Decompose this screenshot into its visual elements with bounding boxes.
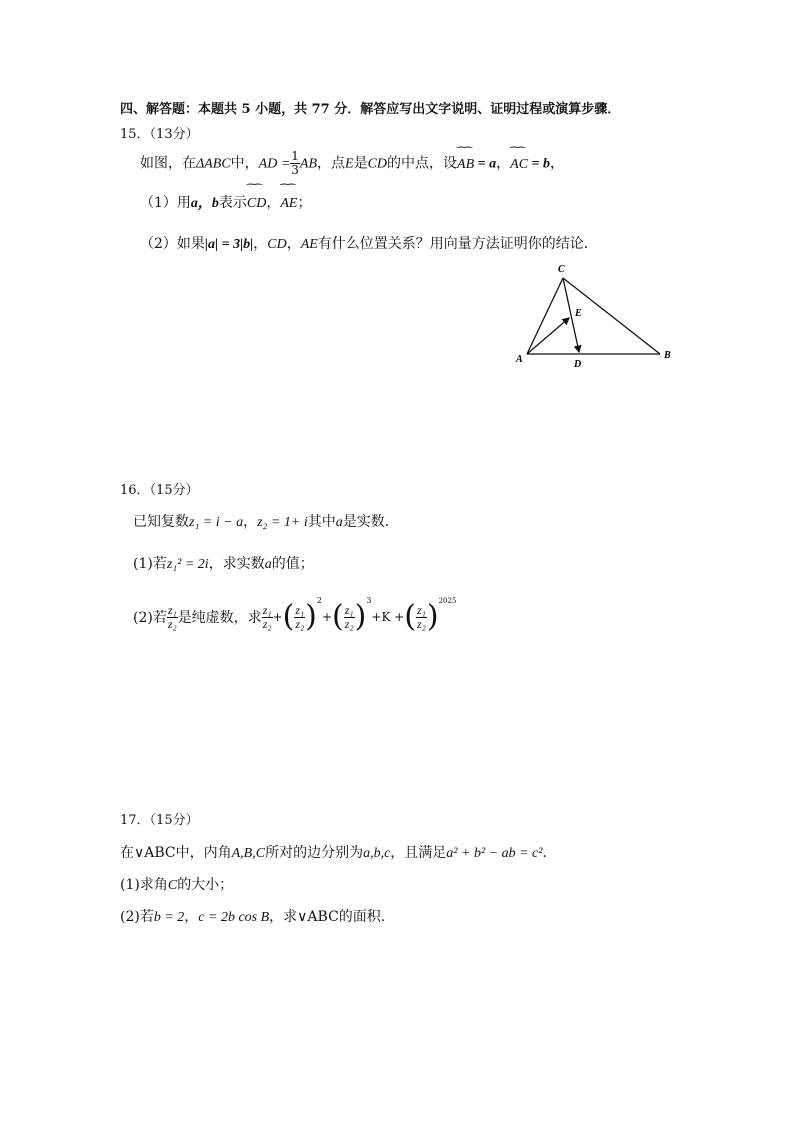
fraction-numerator: z₁ xyxy=(344,602,354,617)
exponent: 3 xyxy=(366,596,372,605)
q15-fraction xyxy=(290,150,300,177)
q16-part1-text: 的值； xyxy=(271,556,314,572)
q15-ad-eq: AD = xyxy=(258,156,291,172)
triangle-figure xyxy=(505,258,685,373)
exponent: 2 xyxy=(316,596,322,605)
fraction-denominator: z₂ xyxy=(295,616,305,631)
fraction-numerator: z₁ xyxy=(262,602,272,617)
fraction-numerator: 1 xyxy=(291,149,299,163)
paren-right: ) xyxy=(305,599,317,634)
q17-c-eq: c = 2b cos B xyxy=(198,910,270,925)
q15-sep: ， xyxy=(253,236,268,252)
q17-angles: A,B,C xyxy=(231,846,266,861)
label-a: A xyxy=(516,354,523,365)
fraction-numerator: z₁ xyxy=(295,602,305,617)
q15-ab: AB xyxy=(299,156,318,172)
fraction-denominator: 3 xyxy=(291,163,299,177)
q16-given-text: 是实数． xyxy=(342,514,399,530)
q17-part1-label: (1)求角 xyxy=(120,877,168,893)
q16-part1 xyxy=(133,553,314,573)
q16-number: 16．（15分） xyxy=(120,483,199,498)
q15-intro-text: 如图，在 xyxy=(140,155,196,172)
q15-sep: ， xyxy=(286,236,301,252)
q15-number: 15．（13分） xyxy=(120,127,199,142)
label-c: C xyxy=(558,264,565,275)
q16-part2-label: (2)若 xyxy=(133,610,167,626)
ratio-fraction xyxy=(416,604,427,631)
q15-segment-cd: CD xyxy=(367,156,388,172)
q16-given-text: 其中 xyxy=(307,514,336,530)
q15-intro-text: 的中点，设 xyxy=(387,155,458,172)
q15-eq-a: = a xyxy=(474,156,497,172)
ellipsis: +K + xyxy=(371,610,405,624)
q16-z1-squared: z₁² = 2i xyxy=(166,557,209,572)
label-b: B xyxy=(664,350,671,361)
q15-triangle: ΔABC xyxy=(196,156,231,172)
vector-ab: ⁀⁀ AB xyxy=(457,154,474,176)
q17-statement xyxy=(120,842,556,862)
q16-part1-label: (1)若 xyxy=(133,556,167,572)
ratio-fraction xyxy=(262,604,273,631)
q15-eq-b: = b xyxy=(528,156,551,172)
q15-part1-label: （1）用 xyxy=(140,195,191,211)
paren-left: ( xyxy=(282,599,295,634)
q16-given xyxy=(133,511,399,531)
q15-intro-text: 中， xyxy=(230,155,259,172)
q15-magnitude-condition: |a| = 3|b| xyxy=(204,237,254,252)
q16-z1: z₁ = i − a xyxy=(189,515,244,530)
q17-text: ． xyxy=(542,845,557,861)
q15-sep: ， xyxy=(266,195,281,211)
vector-ac: ⁀⁀ AC xyxy=(510,154,528,176)
q16-sep: ， xyxy=(243,514,258,530)
side-ac xyxy=(527,278,563,354)
fraction-numerator: z₁ xyxy=(167,602,177,617)
q16-z2: z₂ = 1+ i xyxy=(257,515,308,530)
q15-intro-text: ，点 xyxy=(317,155,346,172)
paren-left: ( xyxy=(332,599,344,634)
q17-part2-label: (2)若 xyxy=(120,909,154,925)
segment-ae xyxy=(527,318,569,354)
ratio-fraction xyxy=(294,604,305,631)
q15-intro xyxy=(140,150,564,177)
q15-point-e: E xyxy=(345,156,354,172)
fraction-denominator: z₂ xyxy=(262,616,272,631)
vector-ae: ⁀⁀ AE xyxy=(280,196,297,212)
q16-part2-text: 是纯虚数，求 xyxy=(177,610,262,626)
q15-sep: ； xyxy=(297,195,312,211)
q17-angle-c: C xyxy=(167,878,178,893)
q17-part1-text: 的大小； xyxy=(177,877,234,893)
fraction-denominator: z₂ xyxy=(344,616,354,631)
label-e: E xyxy=(575,308,582,319)
q15-ae: AE xyxy=(300,237,318,252)
q17-part2 xyxy=(120,906,385,926)
fraction-denominator: z₂ xyxy=(167,616,177,631)
q17-b-value: b = 2 xyxy=(153,910,185,925)
q17-text: 所对的边分别为 xyxy=(265,845,364,861)
q16-part2 xyxy=(133,596,456,632)
q17-number: 17．（15分） xyxy=(120,813,199,828)
fraction-denominator: z₂ xyxy=(417,616,426,631)
q17-text: ，且满足 xyxy=(390,845,447,861)
q16-given-text: 已知复数 xyxy=(133,514,189,530)
plus-sign: + xyxy=(321,610,333,624)
q17-text: 在∨ABC中，内角 xyxy=(120,845,232,861)
q16-a: a xyxy=(335,515,343,530)
q15-cd: CD xyxy=(267,237,287,252)
q15-part1 xyxy=(140,192,311,212)
q17-condition: a² + b² − ab = c² xyxy=(446,846,543,861)
q15-part1-text: 表示 xyxy=(218,195,247,211)
paren-left: ( xyxy=(404,599,417,634)
q15-vectors-ab: a，b xyxy=(190,196,219,211)
q15-part2-text: 有什么位置关系？用向量方法证明你的结论． xyxy=(317,236,598,252)
q15-sep: ， xyxy=(550,155,565,172)
ratio-fraction xyxy=(344,604,355,631)
paren-right: ) xyxy=(426,599,439,634)
exponent: 2025 xyxy=(438,597,457,605)
section-header: 四、解答题：本题共 5 小题，共 77 分．解答应写出文字说明、证明过程或演算步骤． xyxy=(120,102,621,117)
ratio-fraction xyxy=(167,604,178,631)
q17-part1 xyxy=(120,874,233,894)
q15-sep: ， xyxy=(496,155,511,172)
label-d: D xyxy=(574,359,582,370)
q15-intro-text: 是 xyxy=(353,155,368,172)
paren-right: ) xyxy=(354,599,367,634)
q17-sep: ， xyxy=(184,909,199,925)
plus-sign: + xyxy=(272,610,283,624)
q16-a: a xyxy=(264,557,272,572)
fraction-numerator: z₁ xyxy=(417,602,426,617)
q16-part1-text: ，求实数 xyxy=(208,556,265,572)
vector-cd: ⁀⁀ CD xyxy=(247,196,266,212)
q17-part2-text: ，求∨ABC的面积. xyxy=(269,909,386,925)
q17-sides: a,b,c xyxy=(363,846,391,861)
q15-part2-label: （2）如果 xyxy=(140,236,205,252)
q15-part2 xyxy=(140,233,598,253)
